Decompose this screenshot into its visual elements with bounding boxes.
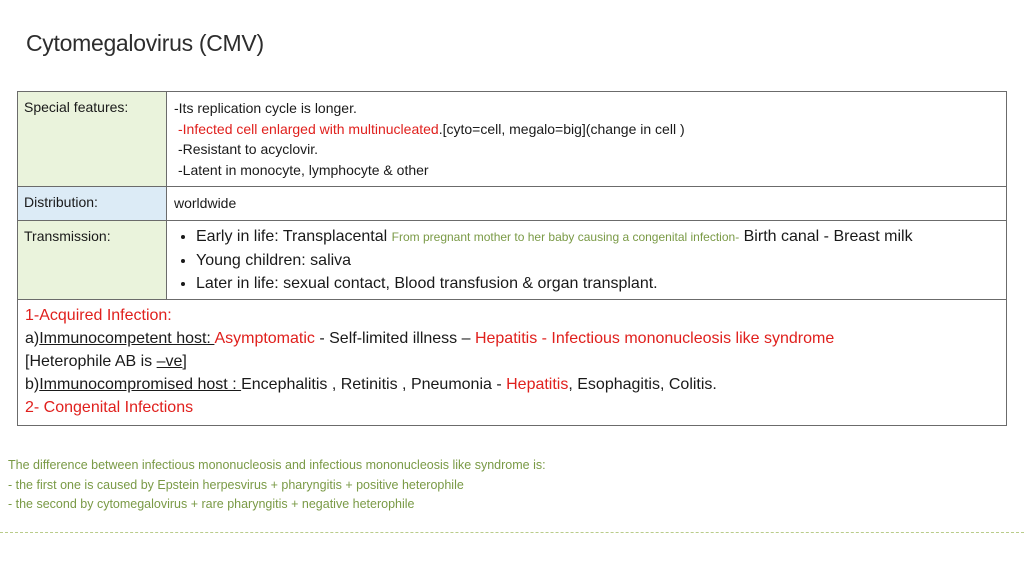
table-row-infection (18, 299, 1007, 425)
distribution-value: worldwide (167, 187, 1007, 221)
immunocompromised-label: Immunocompromised host : (39, 375, 242, 393)
feature-latent: -Latent in monocyte, lymphocyte & other (178, 161, 429, 178)
immunocompetent-prefix: a) (25, 329, 40, 347)
footnote-line-2: - the first one is caused by Epstein herpesvirus + pharyngitis + positive heterophile (8, 477, 464, 492)
immunocompromised-rest: , Esophagitis, Colitis. (568, 375, 717, 393)
distribution-label: Distribution: (18, 187, 167, 221)
infection-cell (18, 299, 1007, 425)
transmission-item-children: • Young children: saliva (196, 249, 999, 272)
immunocompromised-prefix: b) (25, 375, 40, 393)
transmission-item-early (196, 225, 999, 249)
feature-enlarged-detail: .[cyto=cell, megalo=big](change in cell ) (438, 120, 685, 137)
immunocompromised-hepatitis: Hepatitis (506, 375, 569, 393)
acquired-infection-heading: 1-Acquired Infection: (25, 306, 172, 324)
cmv-table (17, 91, 1007, 426)
table-row-special-features (18, 92, 1007, 187)
transmission-early-note: From pregnant mother to her baby causing a congenital infection- (391, 229, 740, 244)
transmission-list (170, 225, 999, 295)
page-title: Cytomegalovirus (CMV) (26, 30, 264, 56)
transmission-value (167, 220, 1007, 299)
footnote-line-3: - the second by cytomegalovirus + rare pharyngitis + negative heterophile (8, 497, 415, 511)
heterophile-line (25, 350, 999, 373)
special-features-value (167, 92, 1007, 187)
feature-replication: -Its replication cycle is longer. (174, 100, 357, 116)
footnote (8, 456, 1008, 515)
heterophile-end: ] (182, 352, 187, 370)
immunocompromised-list: Encephalitis , Retinitis , Pneumonia - (241, 375, 507, 393)
feature-enlarged-highlight: -Infected cell enlarged with multinucleated (178, 120, 439, 137)
transmission-early-rest: Birth canal - Breast milk (739, 227, 913, 245)
special-features-label: Special features: (18, 92, 167, 187)
immunocompromised-line (25, 373, 999, 396)
feature-acyclovir: -Resistant to acyclovir. (178, 141, 319, 157)
asymptomatic-text: Asymptomatic (214, 329, 315, 347)
footer-divider (0, 532, 1024, 533)
transmission-early-text: Early in life: Transplacental (196, 227, 392, 245)
hepatitis-mono-text: Hepatitis - Infectious mononucleosis like syndrome (474, 329, 835, 347)
heterophile-ve: –ve (156, 352, 183, 370)
heterophile-start: [Heterophile AB is (25, 352, 157, 370)
transmission-label: Transmission: (18, 220, 167, 299)
feature-enlarged (174, 119, 999, 140)
table-row-distribution (18, 187, 1007, 221)
congenital-infection-heading: 2- Congenital Infections (25, 398, 194, 416)
immunocompetent-line (25, 327, 999, 350)
transmission-item-later: • Later in life: sexual contact, Blood transfusion & organ transplant. (196, 272, 999, 295)
self-limited-text: - Self-limited illness – (314, 329, 475, 347)
immunocompetent-label: Immunocompetent host: (39, 329, 215, 347)
footnote-line-1: The difference between infectious mononucleosis and infectious mononucleosis like syndrome is: (8, 458, 546, 472)
table-row-transmission (18, 220, 1007, 299)
